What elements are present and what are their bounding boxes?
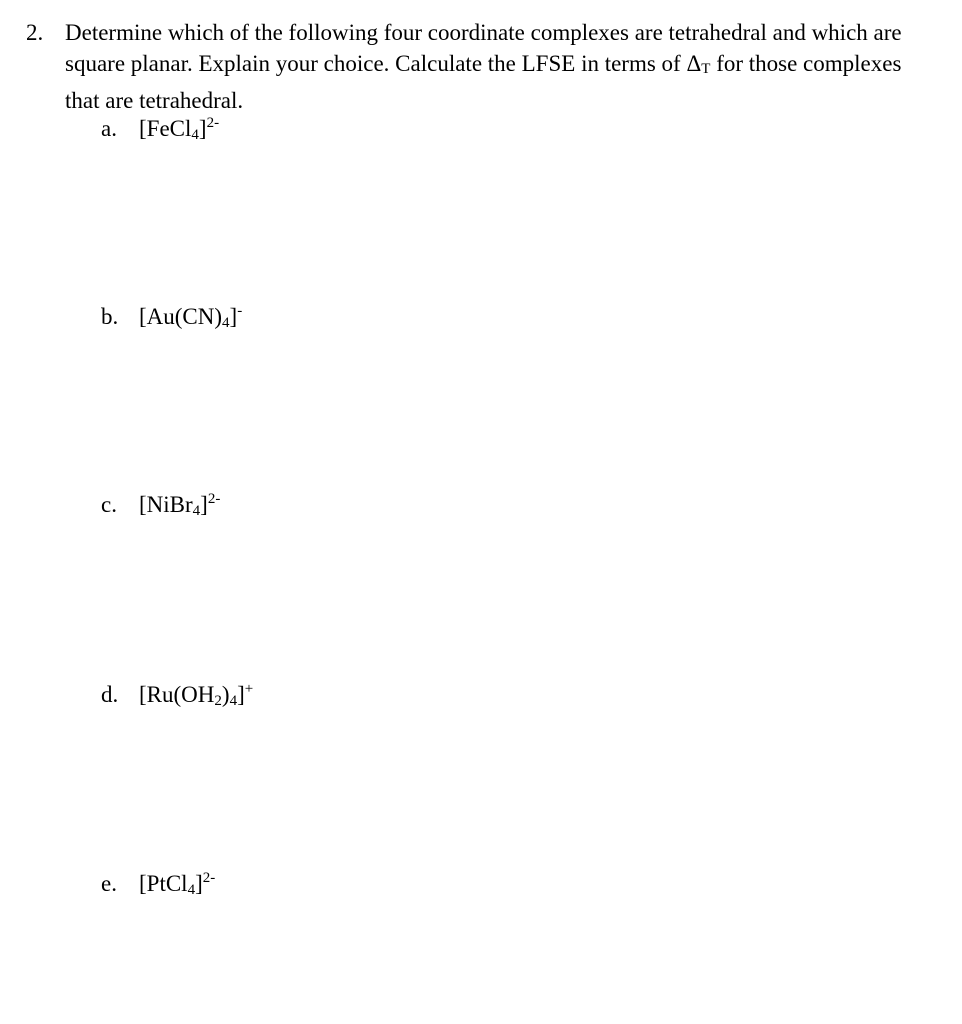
formula-text: ) bbox=[221, 682, 230, 707]
formula-charge: + bbox=[244, 681, 254, 697]
formula-subscript: 4 bbox=[222, 315, 230, 331]
item-d bbox=[101, 680, 253, 710]
item-b bbox=[101, 302, 242, 332]
prompt-text-start: Determine which of the following four coordinate complexes are tetrahedral and which are square planar. Explain your choice. Calculate the LFSE in terms of Δ bbox=[65, 20, 902, 76]
formula-text: [Au(CN) bbox=[139, 304, 223, 329]
formula-subscript: 4 bbox=[192, 503, 201, 519]
item-letter: b. bbox=[101, 304, 119, 329]
formula-text: [FeCl bbox=[139, 116, 192, 141]
item-letter: d. bbox=[101, 682, 119, 707]
item-letter: e. bbox=[101, 871, 117, 896]
formula-text: [Ru(OH bbox=[139, 682, 215, 707]
formula-text: ] bbox=[198, 116, 207, 141]
item-c bbox=[101, 490, 220, 520]
formula-subscript: 4 bbox=[187, 882, 196, 898]
item-letter: c. bbox=[101, 492, 117, 517]
item-e bbox=[101, 869, 215, 899]
formula-charge: 2- bbox=[202, 870, 216, 886]
formula-text: [PtCl bbox=[139, 871, 188, 896]
question-2 bbox=[26, 17, 941, 116]
formula-subscript: 4 bbox=[229, 693, 238, 709]
question-number: 2. bbox=[26, 20, 44, 45]
formula-subscript: 2 bbox=[214, 693, 222, 709]
formula-text: ] bbox=[200, 492, 208, 517]
formula-charge: 2- bbox=[207, 491, 221, 507]
delta-subscript: T bbox=[701, 61, 711, 77]
item-a bbox=[101, 114, 219, 144]
formula-charge: - bbox=[237, 303, 243, 319]
formula-charge: 2- bbox=[206, 115, 220, 131]
formula-text: [NiBr bbox=[139, 492, 193, 517]
complex-formula bbox=[139, 492, 220, 517]
formula-text: ] bbox=[229, 304, 238, 329]
item-letter: a. bbox=[101, 116, 117, 141]
complex-formula bbox=[139, 116, 219, 141]
complex-formula bbox=[139, 871, 215, 896]
formula-text: ] bbox=[237, 682, 245, 707]
formula-text: ] bbox=[195, 871, 203, 896]
complex-formula bbox=[139, 682, 253, 707]
complex-formula bbox=[139, 304, 242, 329]
question-prompt bbox=[65, 17, 941, 116]
prompt-text-end: for those complexes that are tetrahedral. bbox=[65, 51, 902, 113]
formula-subscript: 4 bbox=[191, 127, 199, 143]
